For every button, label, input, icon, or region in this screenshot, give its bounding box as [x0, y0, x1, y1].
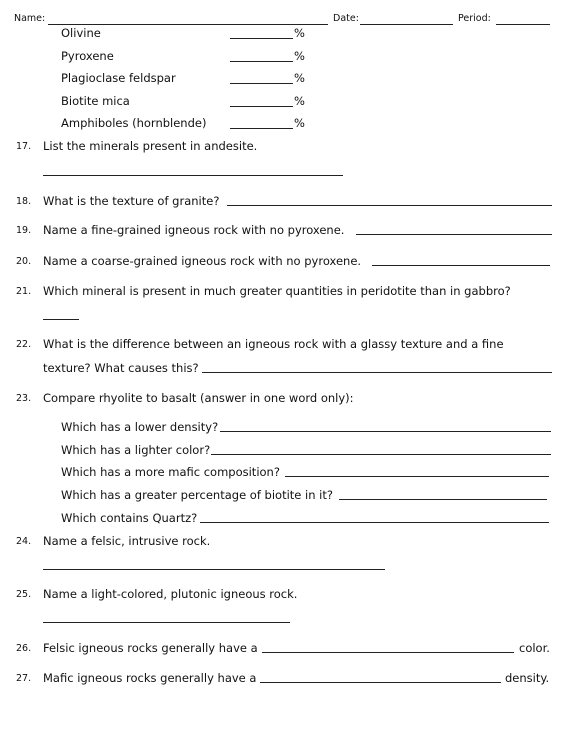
question-number: 24. — [16, 536, 32, 547]
date-field[interactable] — [360, 24, 453, 25]
percent-sign: % — [294, 94, 305, 108]
mineral-percent-field[interactable] — [230, 38, 293, 39]
sub-question-text: Which has a lighter color? — [61, 443, 211, 457]
question-number: 25. — [16, 589, 32, 600]
answer-20-field[interactable] — [372, 265, 550, 266]
question-number: 19. — [16, 225, 32, 236]
question-17-text: List the minerals present in andesite. — [43, 139, 258, 153]
sub-question-text: Which has a more mafic composition? — [61, 465, 280, 479]
percent-sign: % — [294, 116, 305, 130]
question-number: 20. — [16, 256, 32, 267]
question-27-text: Mafic igneous rocks generally have a — [43, 671, 257, 685]
mineral-label: Olivine — [61, 26, 101, 40]
answer-25-field[interactable] — [43, 622, 290, 623]
sub-question-text: Which contains Quartz? — [61, 511, 198, 525]
answer-27-field[interactable] — [260, 682, 501, 683]
period-label: Period: — [458, 13, 491, 24]
question-22-text-line2: texture? What causes this? — [43, 361, 199, 375]
question-27-suffix: density. — [505, 671, 550, 685]
question-number: 17. — [16, 141, 32, 152]
question-22-text-line1: What is the difference between an igneous rock with a glassy texture and a fine — [43, 337, 504, 351]
question-number: 21. — [16, 286, 32, 297]
percent-sign: % — [294, 49, 305, 63]
answer-19-field[interactable] — [356, 234, 552, 235]
sub-question-text: Which has a greater percentage of biotite in it? — [61, 488, 333, 502]
question-21-text: Which mineral is present in much greater quantities in peridotite than in gabbro? — [43, 284, 511, 298]
question-number: 26. — [16, 643, 32, 654]
sub-answer-field[interactable] — [339, 499, 547, 500]
percent-sign: % — [294, 71, 305, 85]
question-number: 22. — [16, 339, 32, 350]
period-field[interactable] — [496, 24, 550, 25]
mineral-percent-field[interactable] — [230, 106, 293, 107]
question-26-suffix: color. — [519, 641, 550, 655]
answer-24-field[interactable] — [43, 569, 385, 570]
question-24-text: Name a felsic, intrusive rock. — [43, 534, 211, 548]
answer-18-field[interactable] — [227, 205, 552, 206]
name-field[interactable] — [48, 24, 328, 25]
question-19-text: Name a fine-grained igneous rock with no pyroxene. — [43, 223, 345, 237]
question-26-text: Felsic igneous rocks generally have a — [43, 641, 258, 655]
mineral-percent-field[interactable] — [230, 128, 293, 129]
question-23-text: Compare rhyolite to basalt (answer in one word only): — [43, 391, 354, 405]
mineral-label: Biotite mica — [61, 94, 130, 108]
question-number: 23. — [16, 393, 32, 404]
mineral-percent-field[interactable] — [230, 83, 293, 84]
question-number: 27. — [16, 673, 32, 684]
name-label: Name: — [14, 13, 46, 24]
question-20-text: Name a coarse-grained igneous rock with no pyroxene. — [43, 254, 362, 268]
mineral-label: Plagioclase feldspar — [61, 71, 176, 85]
question-25-text: Name a light-colored, plutonic igneous rock. — [43, 587, 298, 601]
sub-answer-field[interactable] — [220, 431, 551, 432]
sub-answer-field[interactable] — [211, 454, 551, 455]
mineral-label: Pyroxene — [61, 49, 114, 63]
mineral-label: Amphiboles (hornblende) — [61, 116, 207, 130]
date-label: Date: — [333, 13, 359, 24]
mineral-percent-field[interactable] — [230, 61, 293, 62]
question-number: 18. — [16, 196, 32, 207]
percent-sign: % — [294, 26, 305, 40]
answer-26-field[interactable] — [262, 652, 514, 653]
sub-answer-field[interactable] — [285, 476, 549, 477]
sub-answer-field[interactable] — [200, 522, 549, 523]
question-18-text: What is the texture of granite? — [43, 194, 220, 208]
answer-21-field[interactable] — [43, 319, 79, 320]
answer-22-field[interactable] — [202, 372, 552, 373]
answer-17-field[interactable] — [43, 175, 343, 176]
sub-question-text: Which has a lower density? — [61, 420, 219, 434]
